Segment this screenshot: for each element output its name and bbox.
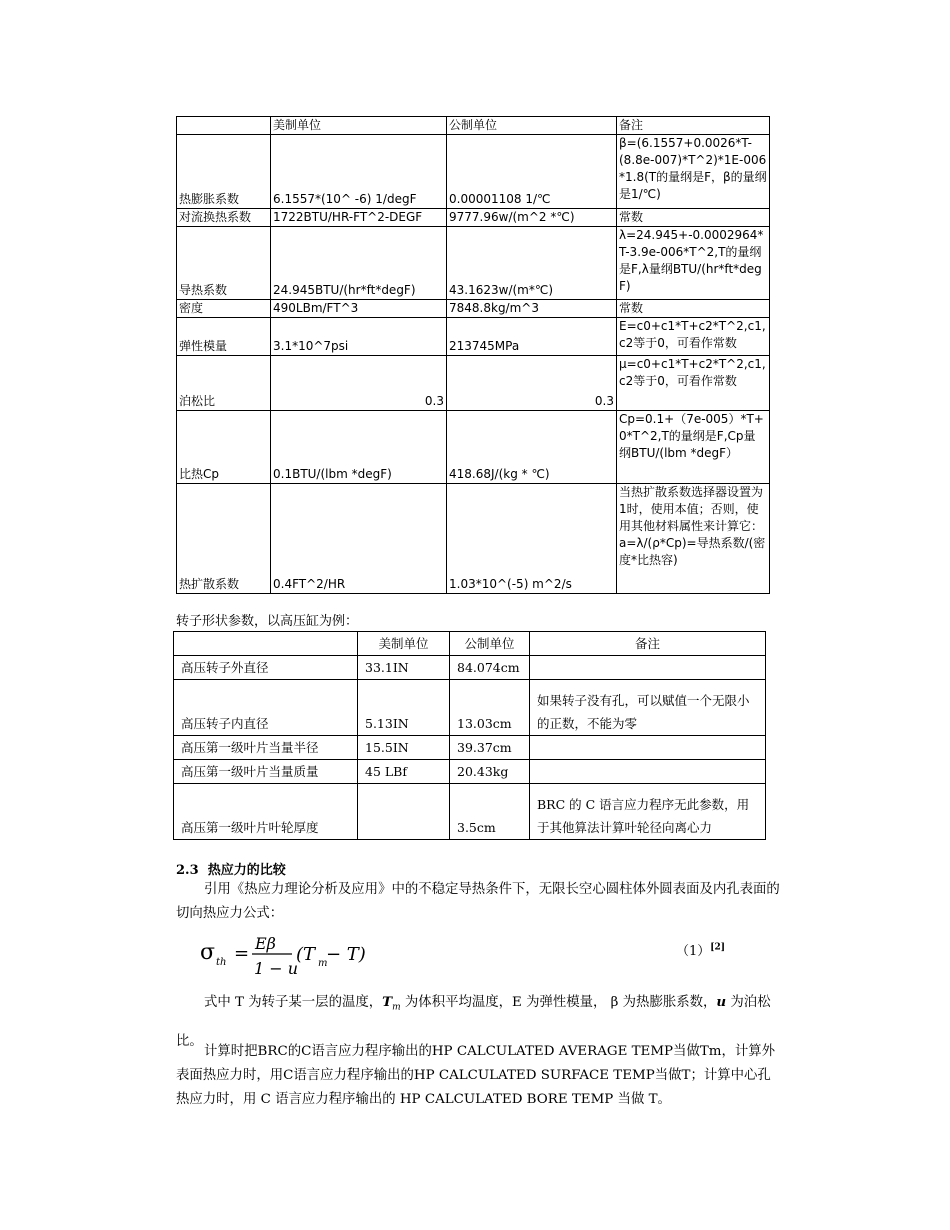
- metric-unit-value: 13.03cm: [450, 680, 530, 736]
- table-row: [177, 411, 770, 484]
- paragraph: 引用《热应力理论分析及应用》中的不稳定导热条件下，无限长空心圆柱体外圆表面及内孔表面的切向热应力公式：: [176, 882, 780, 921]
- header-cell: 美制单位: [358, 632, 450, 656]
- rotor-shape-table: [173, 631, 766, 840]
- table-row: [177, 135, 770, 209]
- formula-graphic: [200, 932, 500, 980]
- us-unit-value: 490LBm/FT^3: [271, 300, 447, 318]
- us-unit-value: 0.4FT^2/HR: [271, 484, 447, 594]
- parameter-name: 高压转子外直径: [174, 656, 358, 680]
- symbol-tm: T: [382, 994, 393, 1010]
- table-row: [174, 656, 766, 680]
- property-name: 密度: [177, 300, 271, 318]
- metric-unit-value: 0.00001108 1/℃: [447, 135, 617, 209]
- table-row: [174, 784, 766, 840]
- metric-unit-value: 20.43kg: [450, 760, 530, 784]
- us-unit-value: 5.13IN: [358, 680, 450, 736]
- note-cell: [530, 736, 766, 760]
- header-cell: 美制单位: [271, 117, 447, 135]
- note-cell: 当热扩散系数选择器设置为1时，使用本值；否则，使用其他材料属性来计算它：a=λ/(ρ*Cp)=导热系数/(密度*比热容): [617, 484, 770, 594]
- paragraph: 计算时把BRC的C语言应力程序输出的HP CALCULATED AVERAGE TEMP当做Tm，计算外表面热应力时，用C语言应力程序输出的HP CALCULATED SURFACE TEMP当做T；计算中心孔热应力时，用 C 语言应力程序输出的 HP CALCULATED BORE TEMP 当做 T。: [176, 1044, 776, 1107]
- us-unit-value: [358, 784, 450, 840]
- us-unit-value: 3.1*10^7psi: [271, 318, 447, 356]
- parameter-name: 高压第一级叶片叶轮厚度: [174, 784, 358, 840]
- note-cell: β=(6.1557+0.0026*T-(8.8e-007)*T^2)*1E-006*1.8(T的量纲是F，β的量纲是1/℃): [617, 135, 770, 209]
- us-unit-value: 1722BTU/HR-FT^2-DEGF: [271, 209, 447, 227]
- note-cell: E=c0+c1*T+c2*T^2,c1,c2等于0，可看作常数: [617, 318, 770, 356]
- table-row: [177, 227, 770, 300]
- metric-unit-value: 213745MPa: [447, 318, 617, 356]
- table-row: [177, 300, 770, 318]
- parameter-name: 高压第一级叶片当量质量: [174, 760, 358, 784]
- section-heading: [176, 859, 286, 878]
- table-row: [177, 484, 770, 594]
- table2-caption: 转子形状参数，以高压缸为例：: [176, 614, 359, 629]
- formula-denominator: 1 − u: [254, 959, 299, 978]
- table-header-row: [177, 117, 770, 135]
- paragraph-text: 式中 T 为转子某一层的温度，: [204, 995, 383, 1010]
- citation-ref: [2]: [710, 942, 726, 953]
- equation-label: （1）: [676, 944, 711, 959]
- symbol-u: u: [716, 994, 727, 1010]
- header-cell: [177, 117, 271, 135]
- metric-unit-value: 9777.96w/(m^2 *℃): [447, 209, 617, 227]
- us-unit-value: 15.5IN: [358, 736, 450, 760]
- us-unit-value: 0.1BTU/(lbm *degF): [271, 411, 447, 484]
- property-name: 热膨胀系数: [177, 135, 271, 209]
- paragraph-text: 为泊松比。: [176, 995, 771, 1049]
- formula-lhs: σ: [200, 940, 216, 965]
- metric-unit-value: 1.03*10^(-5) m^2/s: [447, 484, 617, 594]
- formula-lhs-subscript: th: [216, 957, 227, 968]
- table-row: [177, 209, 770, 227]
- metric-unit-value: 418.68J/(kg * ℃): [447, 411, 617, 484]
- note-cell: 常数: [617, 209, 770, 227]
- property-name: 导热系数: [177, 227, 271, 300]
- note-cell: μ=c0+c1*T+c2*T^2,c1,c2等于0，可看作常数: [617, 356, 770, 411]
- equation-number: [676, 940, 725, 959]
- metric-unit-value: 7848.8kg/m^3: [447, 300, 617, 318]
- parameter-name: 高压第一级叶片当量半径: [174, 736, 358, 760]
- parameter-name: 高压转子内直径: [174, 680, 358, 736]
- metric-unit-value: 0.3: [447, 356, 617, 411]
- formula-rhs-tail: − T): [326, 944, 366, 965]
- paragraph-text: 为体积平均温度，E 为弹性模量， β 为热膨胀系数，: [400, 995, 717, 1010]
- property-name: 热扩散系数: [177, 484, 271, 594]
- table-row: [177, 318, 770, 356]
- header-cell: 备注: [530, 632, 766, 656]
- table-row: [174, 680, 766, 736]
- note-cell: 如果转子没有孔，可以赋值一个无限小的正数，不能为零: [530, 680, 766, 736]
- header-cell: 公制单位: [450, 632, 530, 656]
- us-unit-value: 0.3: [271, 356, 447, 411]
- metric-unit-value: 84.074cm: [450, 656, 530, 680]
- header-cell: [174, 632, 358, 656]
- table-row: [177, 356, 770, 411]
- property-name: 比热Cp: [177, 411, 271, 484]
- metric-unit-value: 3.5cm: [450, 784, 530, 840]
- material-properties-table: [176, 116, 770, 594]
- formula-rhs-subscript: m: [318, 958, 328, 969]
- table-header-row: [174, 632, 766, 656]
- us-unit-value: 33.1IN: [358, 656, 450, 680]
- property-name: 弹性模量: [177, 318, 271, 356]
- note-cell: Cp=0.1+（7e-005）*T+0*T^2,T的量纲是F,Cp量纲BTU/(lbm *degF）: [617, 411, 770, 484]
- property-name: 泊松比: [177, 356, 271, 411]
- us-unit-value: 45 LBf: [358, 760, 450, 784]
- svg-text:=: =: [234, 943, 250, 964]
- formula-numerator: Eβ: [255, 934, 276, 953]
- metric-unit-value: 39.37cm: [450, 736, 530, 760]
- section-title: 热应力的比较: [207, 863, 286, 878]
- note-cell: [530, 760, 766, 784]
- header-cell: 备注: [617, 117, 770, 135]
- symbol-tm-subscript: m: [392, 1002, 401, 1013]
- table-row: [174, 760, 766, 784]
- property-name: 对流换热系数: [177, 209, 271, 227]
- note-cell: λ=24.945+-0.0002964*T-3.9e-006*T^2,T的量纲是F,λ量纲BTU/(hr*ft*degF): [617, 227, 770, 300]
- section-number: 2.3: [176, 863, 199, 878]
- metric-unit-value: 43.1623w/(m*℃): [447, 227, 617, 300]
- note-cell: 常数: [617, 300, 770, 318]
- formula-rhs: (T: [296, 944, 316, 965]
- us-unit-value: 24.945BTU/(hr*ft*degF): [271, 227, 447, 300]
- note-cell: BRC 的 C 语言应力程序无此参数，用于其他算法计算叶轮径向离心力: [530, 784, 766, 840]
- us-unit-value: 6.1557*(10^ -6) 1/degF: [271, 135, 447, 209]
- table-row: [174, 736, 766, 760]
- header-cell: 公制单位: [447, 117, 617, 135]
- note-cell: [530, 656, 766, 680]
